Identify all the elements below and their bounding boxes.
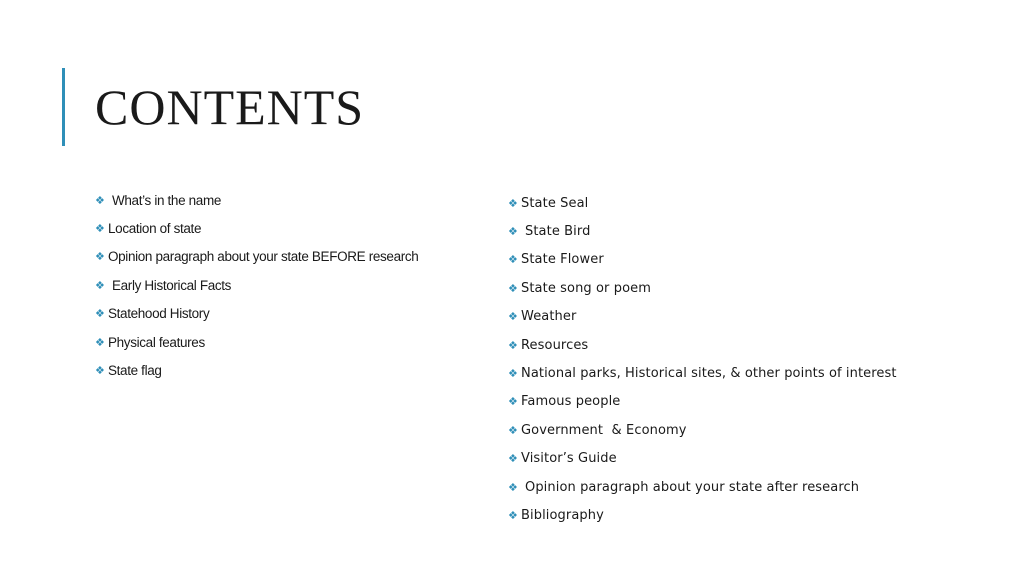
list-item-label: State Seal xyxy=(521,195,589,211)
list-item xyxy=(95,356,495,384)
list-item-label: Bibliography xyxy=(521,507,604,523)
list-item xyxy=(508,388,948,416)
list-item xyxy=(508,274,948,302)
list-item xyxy=(508,359,948,387)
diamond-bullet-icon: ❖ xyxy=(508,423,518,437)
diamond-bullet-icon: ❖ xyxy=(508,281,518,295)
list-item xyxy=(508,189,948,217)
diamond-bullet-icon: ❖ xyxy=(508,395,518,409)
diamond-bullet-icon: ❖ xyxy=(95,307,105,321)
list-item xyxy=(508,501,948,529)
slide-title: CONTENTS xyxy=(95,79,365,135)
list-item xyxy=(508,303,948,331)
contents-list-right xyxy=(508,189,948,530)
diamond-bullet-icon: ❖ xyxy=(508,452,518,466)
title-accent-bar xyxy=(62,68,65,146)
list-item xyxy=(95,186,495,214)
list-item xyxy=(508,473,948,501)
diamond-bullet-icon: ❖ xyxy=(95,364,105,378)
list-item xyxy=(95,300,495,328)
diamond-bullet-icon: ❖ xyxy=(508,310,518,324)
list-item xyxy=(508,416,948,444)
list-item-label: State flag xyxy=(108,363,162,379)
diamond-bullet-icon: ❖ xyxy=(508,480,518,494)
list-item-label: Weather xyxy=(521,309,577,325)
list-item xyxy=(95,214,495,242)
list-item xyxy=(508,246,948,274)
diamond-bullet-icon: ❖ xyxy=(508,367,518,381)
list-item-label: Visitor’s Guide xyxy=(521,451,617,467)
list-item-label: Early Historical Facts xyxy=(112,277,232,293)
list-item xyxy=(95,243,495,271)
diamond-bullet-icon: ❖ xyxy=(95,278,105,292)
diamond-bullet-icon: ❖ xyxy=(508,338,518,352)
list-item xyxy=(95,271,495,299)
contents-list-left xyxy=(95,186,495,385)
diamond-bullet-icon: ❖ xyxy=(508,225,518,239)
list-item-label: Opinion paragraph about your state BEFORE research xyxy=(108,249,419,265)
list-item-label: Government & Economy xyxy=(521,422,687,438)
diamond-bullet-icon: ❖ xyxy=(95,193,105,207)
list-item-label: What’s in the name xyxy=(112,192,222,208)
list-item xyxy=(508,217,948,245)
list-item-label: Statehood History xyxy=(108,306,210,322)
list-item-label: State Flower xyxy=(521,252,604,268)
list-item-label: Resources xyxy=(521,337,589,353)
list-item-label: State Bird xyxy=(525,224,591,240)
list-item-label: National parks, Historical sites, & other points of interest xyxy=(521,366,897,382)
list-item-label: State song or poem xyxy=(521,280,651,296)
diamond-bullet-icon: ❖ xyxy=(508,508,518,522)
diamond-bullet-icon: ❖ xyxy=(508,253,518,267)
diamond-bullet-icon: ❖ xyxy=(95,335,105,349)
list-item-label: Famous people xyxy=(521,394,621,410)
diamond-bullet-icon: ❖ xyxy=(95,250,105,264)
diamond-bullet-icon: ❖ xyxy=(508,196,518,210)
diamond-bullet-icon: ❖ xyxy=(95,222,105,236)
list-item xyxy=(508,331,948,359)
list-item xyxy=(508,445,948,473)
list-item-label: Location of state xyxy=(108,221,202,237)
list-item-label: Opinion paragraph about your state after research xyxy=(525,479,860,495)
list-item-label: Physical features xyxy=(108,334,205,350)
list-item xyxy=(95,328,495,356)
